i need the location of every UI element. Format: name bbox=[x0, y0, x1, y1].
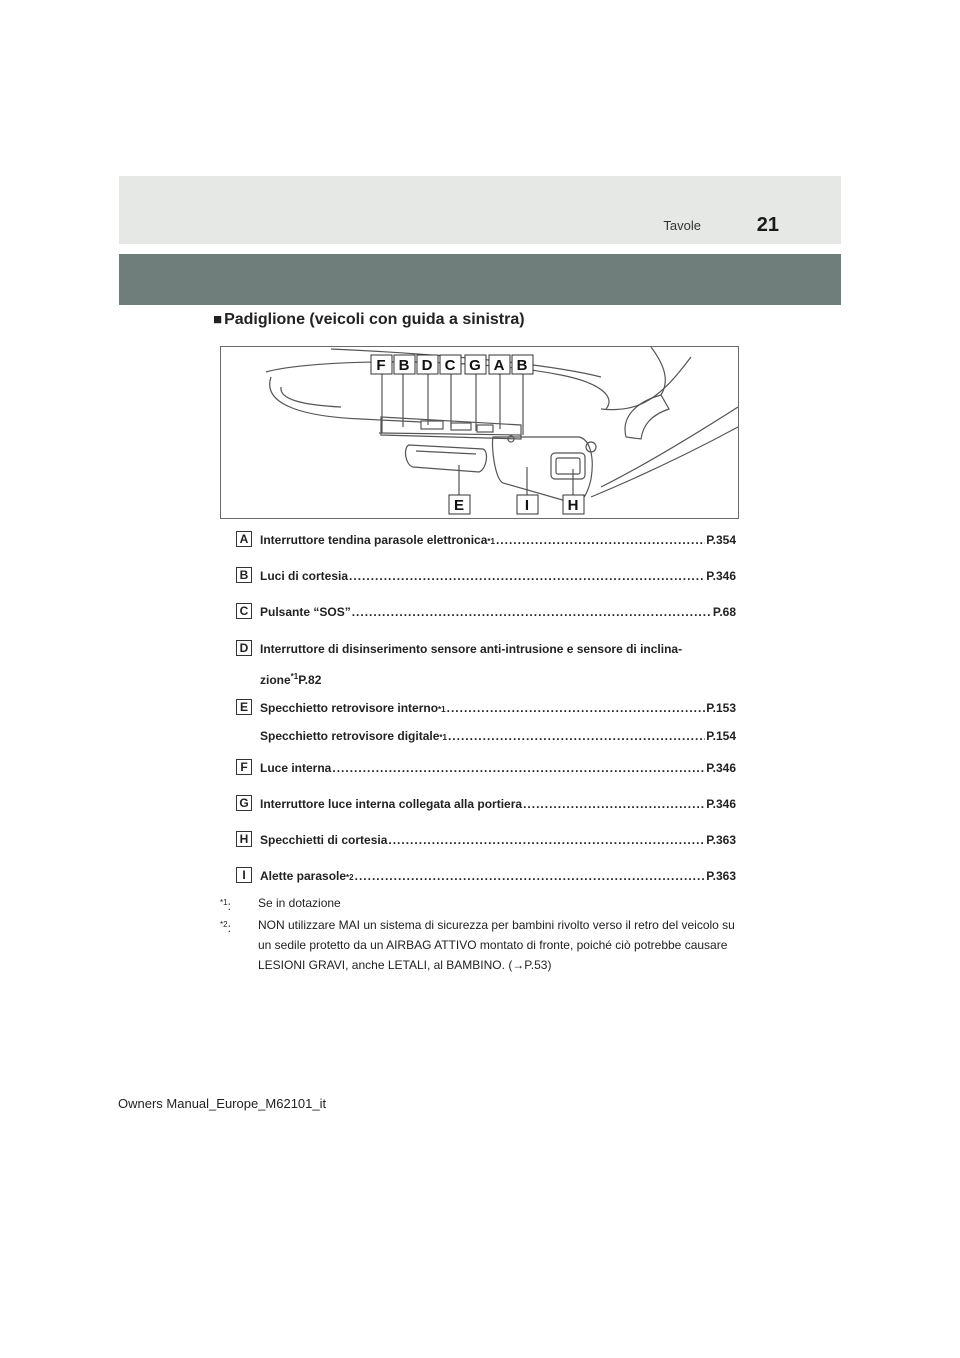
list-item-E2: Specchietto retrovisore digitale *1 ..... P.154 bbox=[236, 727, 736, 749]
item-footnote-mark: *1 bbox=[290, 672, 299, 681]
item-label: Interruttore tendina parasole elettronica bbox=[260, 533, 488, 547]
item-label: Specchietto retrovisore interno bbox=[260, 701, 439, 715]
item-label: Interruttore di disinserimento sensore anti-intrusione e sensore di inclina-zione bbox=[260, 642, 683, 687]
item-label: Alette parasole bbox=[260, 869, 347, 883]
footer-manual-id: Owners Manual_Europe_M62101_it bbox=[118, 1096, 327, 1111]
item-badge: B bbox=[236, 567, 252, 583]
heading-bullet: ■ bbox=[213, 311, 223, 328]
callout-H: H bbox=[567, 497, 579, 514]
section-title: Tavole bbox=[663, 218, 701, 233]
item-badge: I bbox=[236, 867, 252, 883]
list-item-F bbox=[236, 759, 736, 781]
item-label: Luce interna bbox=[260, 761, 332, 775]
page-reference[interactable]: P.363 bbox=[706, 869, 736, 883]
heading-text: Padiglione (veicoli con guida a sinistra) bbox=[224, 311, 525, 328]
callout-D: D bbox=[421, 357, 433, 374]
callout-C: C bbox=[444, 357, 456, 374]
list-item-E: E Specchietto retrovisore interno *1 ..... P.153 bbox=[236, 699, 736, 721]
section-banner bbox=[119, 254, 841, 305]
item-label: Specchietto retrovisore digitale bbox=[260, 729, 440, 743]
list-item-A: A Interruttore tendina parasole elettronica *1 ..... P.354 bbox=[236, 531, 736, 553]
header-band bbox=[119, 176, 841, 244]
list-item-H bbox=[236, 831, 736, 853]
item-badge: E bbox=[236, 699, 252, 715]
item-badge: H bbox=[236, 831, 252, 847]
list-item-C bbox=[236, 603, 736, 625]
callout-G: G bbox=[469, 357, 481, 374]
list-item-G bbox=[236, 795, 736, 817]
page-reference[interactable]: P.153 bbox=[706, 701, 736, 715]
callout-F: F bbox=[376, 357, 386, 374]
callout-labels-top bbox=[371, 355, 533, 374]
page-reference[interactable]: P.82 bbox=[298, 673, 322, 687]
callout-A: A bbox=[493, 357, 505, 374]
callout-B2: B bbox=[516, 357, 528, 374]
page-reference[interactable]: P.363 bbox=[706, 833, 736, 847]
footnote-2: $^{*2}$: NON utilizzare MAI un sistema di sicurezza per bambini rivolto verso il retro del veicolo su un sedile protetto da un AIRBAG ATTIVO montato di fronte, poiché ciò potrebbe causare LESIONI GRAVI, anche LETALI, al BAMBINO. (→P.53) bbox=[220, 918, 735, 972]
page-reference[interactable]: P.354 bbox=[706, 533, 736, 547]
footnote-mark: *1 bbox=[220, 898, 228, 907]
item-badge: C bbox=[236, 603, 252, 619]
page-reference[interactable]: P.346 bbox=[706, 761, 736, 775]
footnotes bbox=[220, 893, 750, 977]
page-reference[interactable]: P.346 bbox=[706, 569, 736, 583]
footnote-text: NON utilizzare MAI un sistema di sicurezza per bambini rivolto verso il retro del veicolo su un sedile protetto da un AIRBAG ATTIVO montato di fronte, poiché ciò potrebbe causare LESIONI GRAVI, anche LETALI, al BAMBINO. (→P.53) bbox=[258, 918, 735, 972]
item-badge: F bbox=[236, 759, 252, 775]
roof-console-drawing bbox=[221, 347, 738, 518]
item-label: Pulsante “SOS” bbox=[260, 605, 351, 619]
page-reference[interactable]: P.68 bbox=[712, 605, 736, 619]
roof-console-illustration bbox=[220, 346, 739, 519]
heading bbox=[213, 311, 525, 329]
callout-B: B bbox=[398, 357, 410, 374]
list-item-I: I Alette parasole *2 ..... P.363 bbox=[236, 867, 736, 889]
callout-I: I bbox=[524, 497, 530, 514]
item-badge: A bbox=[236, 531, 252, 547]
item-badge: G bbox=[236, 795, 252, 811]
list-item-B bbox=[236, 567, 736, 589]
item-label: Interruttore luce interna collegata alla portiera bbox=[260, 797, 523, 811]
callout-E: E bbox=[453, 497, 465, 514]
list-item-D bbox=[236, 640, 736, 690]
item-label: Luci di cortesia bbox=[260, 569, 349, 583]
footnote-1: $^{*1}$: Se in dotazione bbox=[220, 896, 341, 913]
callout-labels-bottom bbox=[449, 495, 584, 514]
page-reference[interactable]: P.346 bbox=[706, 797, 736, 811]
item-badge: D bbox=[236, 640, 252, 656]
item-label: Specchietti di cortesia bbox=[260, 833, 388, 847]
footnote-mark: *2 bbox=[220, 920, 228, 929]
footnote-text: Se in dotazione bbox=[258, 896, 341, 910]
page-reference[interactable]: P.154 bbox=[706, 729, 736, 743]
page-number: 21 bbox=[756, 214, 779, 236]
